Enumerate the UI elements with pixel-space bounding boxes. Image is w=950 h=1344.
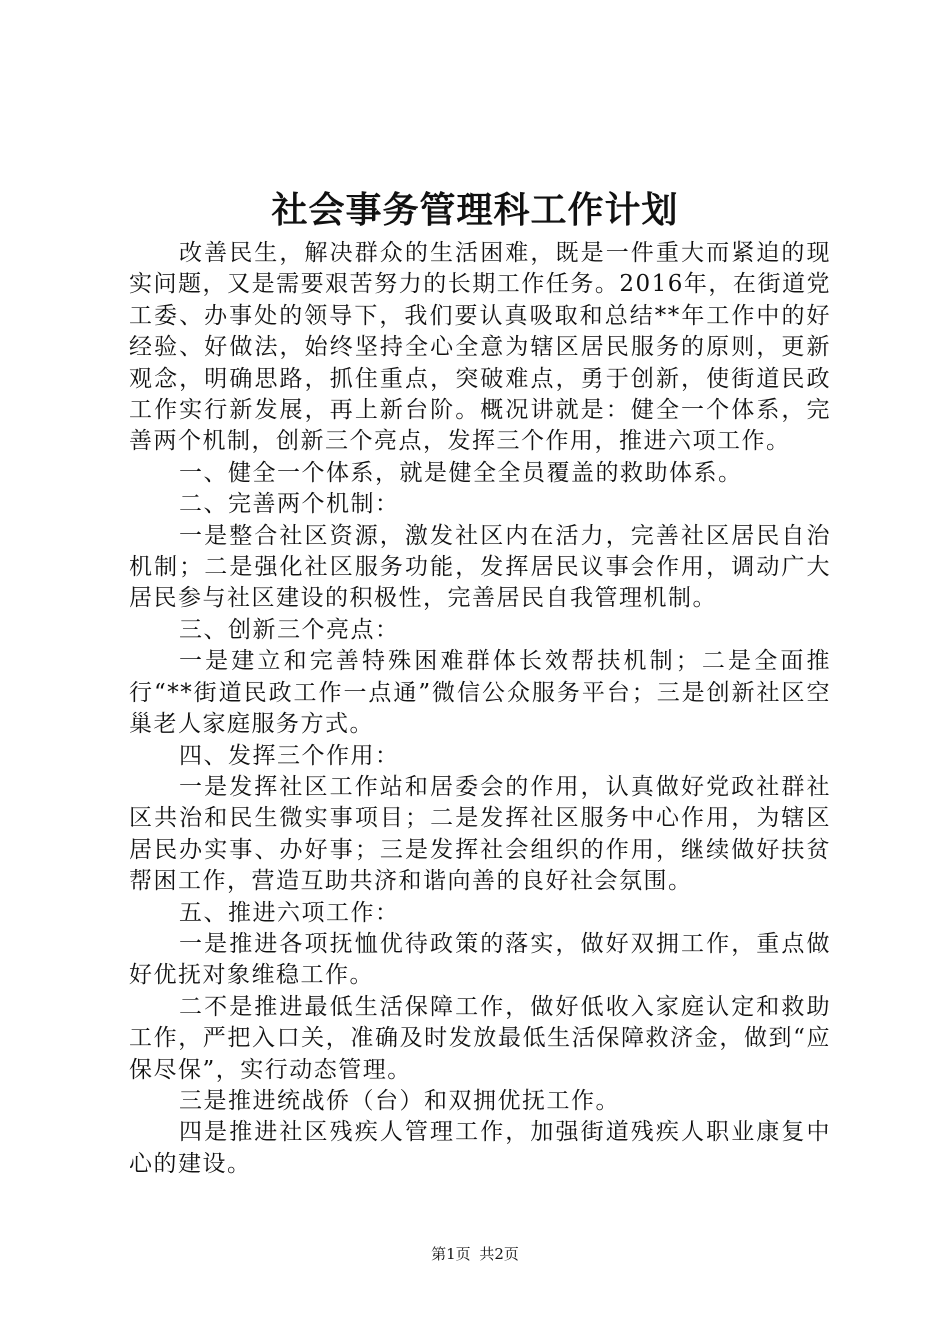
paragraph-section-5-item-1: 一是推进各项抚恤优待政策的落实，做好双拥工作，重点做好优抚对象维稳工作。: [129, 930, 831, 989]
paragraph-section-1: 一、健全一个体系，就是健全全员覆盖的救助体系。: [179, 459, 743, 486]
paragraph-section-5-heading: 五、推进六项工作：: [179, 899, 400, 926]
document-body: [129, 238, 831, 1180]
paragraph-section-5-item-2: 二不是推进最低生活保障工作，做好低收入家庭认定和救助工作，严把入口关，准确及时发放最低生活保障救济金，做到“应保尽保”，实行动态管理。: [129, 993, 831, 1083]
paragraph-section-5-item-4: 四是推进社区残疾人管理工作，加强街道残疾人职业康复中心的建设。: [129, 1119, 831, 1177]
paragraph-section-3-body: 一是建立和完善特殊困难群体长效帮扶机制；二是全面推行“**街道民政工作一点通”微信公众服务平台；三是创新社区空巢老人家庭服务方式。: [129, 648, 831, 738]
page-footer: [0, 1243, 950, 1265]
paragraph-section-2-heading: 二、完善两个机制：: [179, 491, 400, 518]
paragraph-section-2-body: 一是整合社区资源，激发社区内在活力，完善社区居民自治机制；二是强化社区服务功能，发挥居民议事会作用，调动广大居民参与社区建设的积极性，完善居民自我管理机制。: [129, 522, 831, 612]
paragraph-intro: 改善民生，解决群众的生活困难，既是一件重大而紧迫的现实问题，又是需要艰苦努力的长期工作任务。2016年，在街道党工委、办事处的领导下，我们要认真吸取和总结**年工作中的好经验、好做法，始终坚持全心全意为辖区居民服务的原则，更新观念，明确思路，抓住重点，突破难点，勇于创新，使街道民政工作实行新发展，再上新台阶。概况讲就是：健全一个体系，完善两个机制，创新三个亮点，发挥三个作用，推进六项工作。: [129, 240, 831, 455]
page-total: 共2页: [479, 1245, 519, 1263]
paragraph-section-3-heading: 三、创新三个亮点：: [179, 616, 400, 643]
paragraph-section-4-body: 一是发挥社区工作站和居委会的作用，认真做好党政社群社区共治和民生微实事项目；二是发挥社区服务中心作用，为辖区居民办实事、办好事；三是发挥社会组织的作用，继续做好扶贫帮困工作，营造互助共济和谐向善的良好社会氛围。: [129, 773, 831, 895]
document-title: 社会事务管理科工作计划: [271, 189, 679, 231]
page-number: 第1页: [431, 1245, 471, 1263]
paragraph-section-5-item-3: 三是推进统战侨（台）和双拥优抚工作。: [179, 1087, 620, 1114]
paragraph-section-4-heading: 四、发挥三个作用：: [179, 742, 400, 769]
